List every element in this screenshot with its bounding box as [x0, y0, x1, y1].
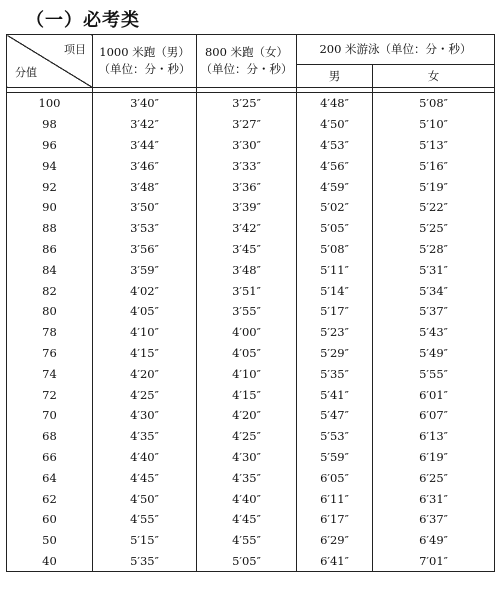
cell-score: 40: [7, 551, 93, 572]
cell-run800: 3′51″: [197, 280, 297, 301]
cell-run1000: 4′30″: [93, 405, 197, 426]
cell-run1000: 3′46″: [93, 155, 197, 176]
cell-run1000: 3′42″: [93, 114, 197, 135]
cell-run800: 4′05″: [197, 343, 297, 364]
cell-run800: 4′45″: [197, 509, 297, 530]
cell-swim-f: 5′16″: [373, 155, 495, 176]
cell-score: 78: [7, 322, 93, 343]
swim-male-header: 男: [297, 65, 373, 88]
cell-score: 68: [7, 426, 93, 447]
cell-swim-m: 5′17″: [297, 301, 373, 322]
cell-swim-m: 5′14″: [297, 280, 373, 301]
cell-swim-m: 4′56″: [297, 155, 373, 176]
cell-run800: 4′40″: [197, 488, 297, 509]
table-row: [7, 114, 495, 135]
table-row: [7, 280, 495, 301]
cell-run1000: 4′40″: [93, 447, 197, 468]
table-row: [7, 135, 495, 156]
cell-swim-f: 5′22″: [373, 197, 495, 218]
cell-score: 70: [7, 405, 93, 426]
cell-swim-f: 6′37″: [373, 509, 495, 530]
cell-score: 50: [7, 530, 93, 551]
run1000-unit: （单位：分・秒）: [98, 62, 191, 76]
cell-swim-m: 5′35″: [297, 363, 373, 384]
table-header: [7, 35, 495, 93]
cell-run800: 4′55″: [197, 530, 297, 551]
cell-run1000: 4′10″: [93, 322, 197, 343]
cell-run1000: 5′35″: [93, 551, 197, 572]
table-row: [7, 218, 495, 239]
cell-swim-m: 5′11″: [297, 259, 373, 280]
table-row: [7, 530, 495, 551]
cell-run800: 3′55″: [197, 301, 297, 322]
cell-score: 66: [7, 447, 93, 468]
item-label: 项目: [64, 43, 86, 56]
table-row: [7, 343, 495, 364]
section-title: （一）必考类: [26, 10, 140, 31]
cell-swim-f: 5′34″: [373, 280, 495, 301]
cell-swim-f: 6′19″: [373, 447, 495, 468]
table-row: [7, 363, 495, 384]
run1000-title: 1000 米跑（男）: [99, 45, 190, 59]
cell-swim-m: 5′23″: [297, 322, 373, 343]
cell-run1000: 4′25″: [93, 384, 197, 405]
run800-header: [197, 35, 297, 88]
table-row: [7, 197, 495, 218]
cell-swim-m: 6′17″: [297, 509, 373, 530]
cell-swim-m: 4′48″: [297, 93, 373, 114]
swim200-header: 200 米游泳（单位：分・秒）: [297, 35, 495, 65]
cell-run1000: 5′15″: [93, 530, 197, 551]
run1000-header: [93, 35, 197, 88]
cell-run800: 4′15″: [197, 384, 297, 405]
cell-swim-f: 6′01″: [373, 384, 495, 405]
cell-score: 98: [7, 114, 93, 135]
cell-swim-f: 5′49″: [373, 343, 495, 364]
cell-swim-f: 5′10″: [373, 114, 495, 135]
cell-score: 92: [7, 176, 93, 197]
cell-swim-f: 5′25″: [373, 218, 495, 239]
cell-score: 60: [7, 509, 93, 530]
cell-score: 94: [7, 155, 93, 176]
cell-swim-f: 5′19″: [373, 176, 495, 197]
table-row: [7, 322, 495, 343]
cell-run800: 3′39″: [197, 197, 297, 218]
cell-swim-f: 6′13″: [373, 426, 495, 447]
cell-score: 84: [7, 259, 93, 280]
table-row: [7, 509, 495, 530]
cell-swim-m: 6′29″: [297, 530, 373, 551]
score-label: 分值: [15, 66, 37, 79]
cell-swim-f: 5′28″: [373, 239, 495, 260]
cell-run1000: 3′40″: [93, 93, 197, 114]
table-row: [7, 447, 495, 468]
cell-swim-f: 6′49″: [373, 530, 495, 551]
run800-unit: （单位：分・秒）: [200, 62, 293, 76]
table-row: [7, 239, 495, 260]
cell-swim-m: 6′05″: [297, 467, 373, 488]
cell-score: 62: [7, 488, 93, 509]
cell-swim-m: 6′41″: [297, 551, 373, 572]
cell-score: 80: [7, 301, 93, 322]
cell-run1000: 3′56″: [93, 239, 197, 260]
table-row: [7, 155, 495, 176]
cell-run1000: 4′45″: [93, 467, 197, 488]
cell-run800: 3′33″: [197, 155, 297, 176]
cell-run800: 3′30″: [197, 135, 297, 156]
cell-swim-m: 6′11″: [297, 488, 373, 509]
swim-female-header: 女: [373, 65, 495, 88]
cell-run1000: 3′59″: [93, 259, 197, 280]
score-table: [6, 34, 495, 572]
cell-run1000: 3′44″: [93, 135, 197, 156]
table-row: [7, 259, 495, 280]
table-row: [7, 384, 495, 405]
cell-swim-m: 5′53″: [297, 426, 373, 447]
cell-swim-f: 5′13″: [373, 135, 495, 156]
cell-swim-m: 5′29″: [297, 343, 373, 364]
table-row: [7, 301, 495, 322]
cell-swim-f: 5′08″: [373, 93, 495, 114]
diagonal-header-cell: [7, 35, 93, 88]
cell-swim-m: 5′08″: [297, 239, 373, 260]
table-row: [7, 426, 495, 447]
cell-score: 72: [7, 384, 93, 405]
cell-run800: 4′20″: [197, 405, 297, 426]
cell-swim-f: 7′01″: [373, 551, 495, 572]
cell-swim-f: 6′07″: [373, 405, 495, 426]
cell-swim-f: 5′43″: [373, 322, 495, 343]
cell-swim-m: 4′53″: [297, 135, 373, 156]
cell-run1000: 4′55″: [93, 509, 197, 530]
cell-swim-f: 6′25″: [373, 467, 495, 488]
table-row: [7, 467, 495, 488]
table-body: [7, 93, 495, 572]
cell-run800: 3′25″: [197, 93, 297, 114]
cell-swim-f: 6′31″: [373, 488, 495, 509]
cell-run800: 5′05″: [197, 551, 297, 572]
cell-score: 90: [7, 197, 93, 218]
table-row: [7, 488, 495, 509]
cell-score: 76: [7, 343, 93, 364]
cell-run800: 4′10″: [197, 363, 297, 384]
table-row: [7, 405, 495, 426]
cell-swim-f: 5′55″: [373, 363, 495, 384]
run800-title: 800 米跑（女）: [204, 45, 289, 59]
cell-swim-m: 5′02″: [297, 197, 373, 218]
cell-run800: 3′42″: [197, 218, 297, 239]
cell-run800: 4′00″: [197, 322, 297, 343]
cell-swim-f: 5′37″: [373, 301, 495, 322]
cell-swim-m: 4′50″: [297, 114, 373, 135]
cell-run800: 4′25″: [197, 426, 297, 447]
cell-run1000: 4′35″: [93, 426, 197, 447]
cell-run1000: 3′50″: [93, 197, 197, 218]
cell-swim-m: 4′59″: [297, 176, 373, 197]
cell-score: 86: [7, 239, 93, 260]
table-row: [7, 176, 495, 197]
cell-swim-f: 5′31″: [373, 259, 495, 280]
cell-run800: 3′48″: [197, 259, 297, 280]
cell-run1000: 4′05″: [93, 301, 197, 322]
cell-run1000: 4′15″: [93, 343, 197, 364]
cell-score: 64: [7, 467, 93, 488]
cell-run800: 3′27″: [197, 114, 297, 135]
cell-score: 96: [7, 135, 93, 156]
cell-run800: 3′36″: [197, 176, 297, 197]
cell-swim-m: 5′41″: [297, 384, 373, 405]
cell-run1000: 3′48″: [93, 176, 197, 197]
table-row: [7, 93, 495, 114]
cell-swim-m: 5′05″: [297, 218, 373, 239]
cell-score: 88: [7, 218, 93, 239]
cell-score: 74: [7, 363, 93, 384]
header-row: [7, 35, 495, 65]
cell-run1000: 4′50″: [93, 488, 197, 509]
table-row: [7, 551, 495, 572]
cell-run800: 4′30″: [197, 447, 297, 468]
cell-run1000: 4′02″: [93, 280, 197, 301]
cell-score: 82: [7, 280, 93, 301]
cell-run800: 4′35″: [197, 467, 297, 488]
cell-run1000: 4′20″: [93, 363, 197, 384]
cell-score: 100: [7, 93, 93, 114]
cell-run800: 3′45″: [197, 239, 297, 260]
cell-swim-m: 5′47″: [297, 405, 373, 426]
cell-swim-m: 5′59″: [297, 447, 373, 468]
cell-run1000: 3′53″: [93, 218, 197, 239]
